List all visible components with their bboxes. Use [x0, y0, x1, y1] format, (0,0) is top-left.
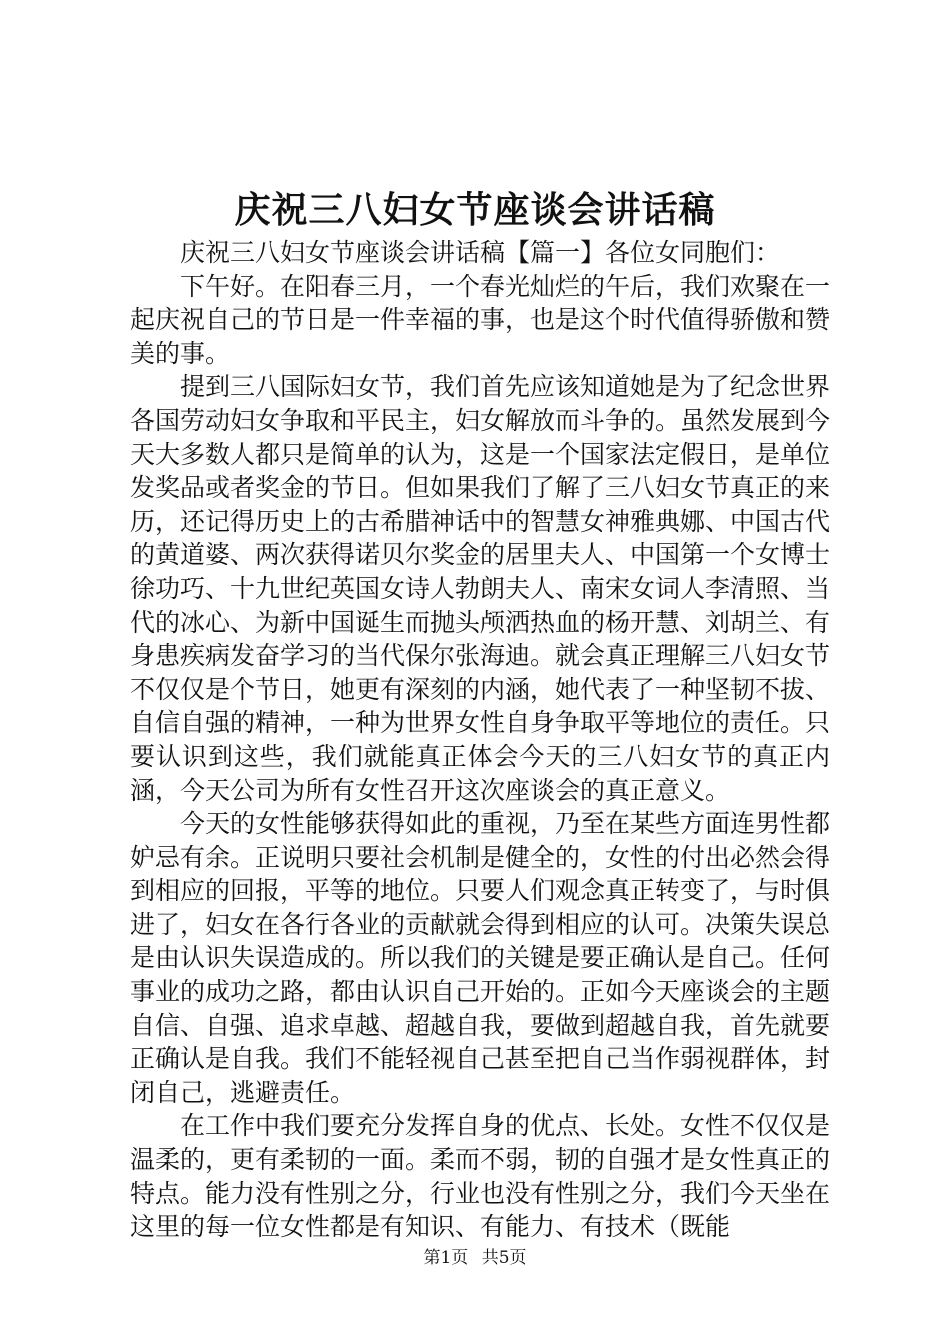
paragraph-intro: 庆祝三八妇女节座谈会讲话稿【篇一】各位女同胞们：	[180, 238, 781, 267]
paragraph-history: 提到三八国际妇女节，我们首先应该知道她是为了纪念世界各国劳动妇女争取和平民主，妇女解放而斗争的。虽然发展到今天大多数人都只是简单的认为，这是一个国家法定假日，是单位发奖品或者奖金的节日。但如果我们了解了三八妇女节真正的来历，还记得历史上的古希腊神话中的智慧女神雅典娜、中国古代的黄道婆、两次获得诺贝尔奖金的居里夫人、中国第一个女博士徐功巧、十九世纪英国女诗人勃朗夫人、南宋女词人李清照、当代的冰心、为新中国诞生而抛头颅洒热血的杨开慧、刘胡兰、有身患疾病发奋学习的当代保尔张海迪。就会真正理解三八妇女节不仅仅是个节日，她更有深刻的内涵，她代表了一种坚韧不拔、自信自强的精神，一种为世界女性自身争取平等地位的责任。只要认识到这些，我们就能真正体会今天的三八妇女节的真正内涵，今天公司为所有女性召开这次座谈会的真正意义。	[130, 372, 831, 805]
document-body	[130, 236, 830, 1244]
paragraph-greeting: 下午好。在阳春三月，一个春光灿烂的午后，我们欢聚在一起庆祝自己的节日是一件幸福的事，也是这个时代值得骄傲和赞美的事。	[130, 271, 831, 368]
paragraph-recognition: 今天的女性能够获得如此的重视，乃至在某些方面连男性都妒忌有余。正说明只要社会机制是健全的，女性的付出必然会得到相应的回报，平等的地位。只要人们观念真正转变了，与时俱进了，妇女在各行各业的贡献就会得到相应的认可。决策失误总是由认识失误造成的。所以我们的关键是要正确认是自己。任何事业的成功之路，都由认识自己开始的。正如今天座谈会的主题自信、自强、追求卓越、超越自我，要做到超越自我，首先就要正确认是自我。我们不能轻视自己甚至把自己当作弱视群体，封闭自己，逃避责任。	[130, 809, 831, 1107]
paragraph-work: 在工作中我们要充分发挥自身的优点、长处。女性不仅仅是温柔的，更有柔韧的一面。柔而不弱，韧的自强才是女性真正的特点。能力没有性别之分，行业也没有性别之分，我们今天坐在这里的每一位女性都是有知识、有能力、有技术（既能	[130, 1111, 831, 1242]
page-footer	[0, 1246, 950, 1270]
page-total: 共5页	[481, 1248, 527, 1268]
document-title: 庆祝三八妇女节座谈会讲话稿	[234, 189, 716, 231]
page-number: 第1页	[423, 1248, 469, 1268]
